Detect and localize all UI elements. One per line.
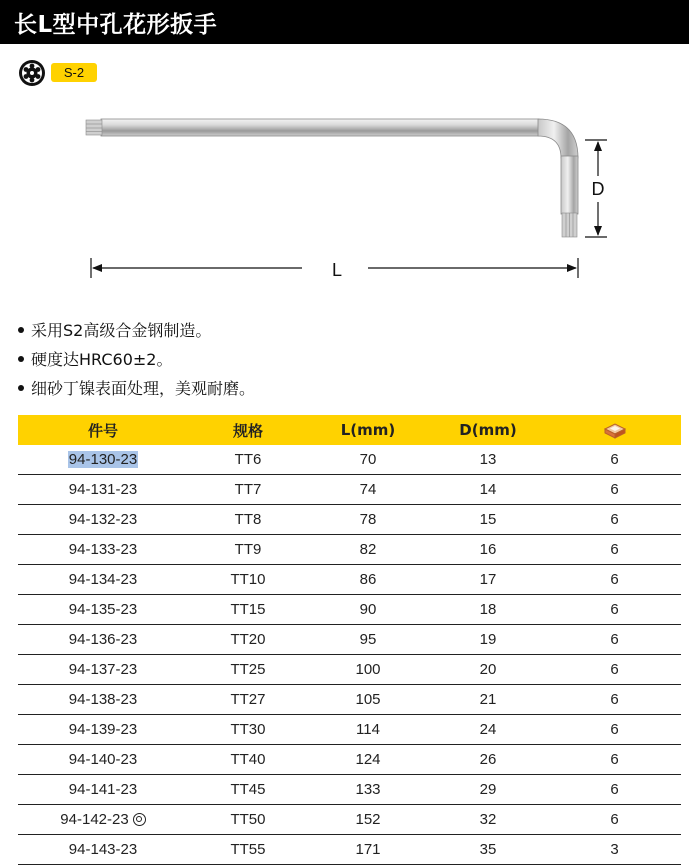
qty-cell: 6 <box>548 565 681 595</box>
part-number-cell: 94-137-23 <box>18 655 188 685</box>
page-title: 长L型中孔花形扳手 <box>14 12 218 38</box>
length-cell: 105 <box>308 685 428 715</box>
qty-cell: 6 <box>548 775 681 805</box>
depth-cell: 20 <box>428 655 548 685</box>
table-row <box>18 625 681 655</box>
qty-cell: 6 <box>548 475 681 505</box>
part-number-cell: 94-135-23 <box>18 595 188 625</box>
col-part-number: 件号 <box>18 415 188 445</box>
table-header-row <box>18 415 681 445</box>
part-number-cell: 94-138-23 <box>18 685 188 715</box>
table-row <box>18 475 681 505</box>
spec-cell: TT50 <box>188 805 308 835</box>
depth-cell: 26 <box>428 745 548 775</box>
qty-cell: 6 <box>548 715 681 745</box>
length-cell: 124 <box>308 745 428 775</box>
qty-cell: 6 <box>548 535 681 565</box>
material-badge: S-2 <box>51 63 97 82</box>
length-cell: 74 <box>308 475 428 505</box>
col-length: L(mm) <box>308 415 428 445</box>
table-row <box>18 655 681 685</box>
feature-list <box>18 316 255 403</box>
table-row <box>18 715 681 745</box>
spec-cell: TT20 <box>188 625 308 655</box>
spec-cell: TT30 <box>188 715 308 745</box>
spec-table <box>18 415 681 865</box>
part-number-cell: 94-132-23 <box>18 505 188 535</box>
feature-item: 硬度达HRC60±2。 <box>18 345 255 374</box>
depth-cell: 21 <box>428 685 548 715</box>
qty-cell: 6 <box>548 505 681 535</box>
col-qty <box>548 415 681 445</box>
depth-cell: 29 <box>428 775 548 805</box>
torx-icon <box>18 59 46 87</box>
depth-cell: 13 <box>428 445 548 475</box>
qty-cell: 6 <box>548 805 681 835</box>
qty-cell: 6 <box>548 625 681 655</box>
length-cell: 100 <box>308 655 428 685</box>
length-cell: 86 <box>308 565 428 595</box>
table-row <box>18 745 681 775</box>
table-row <box>18 565 681 595</box>
depth-cell: 14 <box>428 475 548 505</box>
length-cell: 152 <box>308 805 428 835</box>
spec-cell: TT8 <box>188 505 308 535</box>
wrench-diagram <box>0 100 689 300</box>
part-number-cell: 94-130-23 <box>18 445 188 475</box>
part-number-cell: 94-139-23 <box>18 715 188 745</box>
length-cell: 70 <box>308 445 428 475</box>
table-row <box>18 595 681 625</box>
bullet-icon <box>18 327 24 333</box>
table-row <box>18 685 681 715</box>
part-number-cell: 94-140-23 <box>18 745 188 775</box>
qty-cell: 6 <box>548 745 681 775</box>
spec-cell: TT6 <box>188 445 308 475</box>
col-depth: D(mm) <box>428 415 548 445</box>
qty-cell: 6 <box>548 445 681 475</box>
table-row <box>18 805 681 835</box>
part-number-cell: 94-141-23 <box>18 775 188 805</box>
table-row <box>18 835 681 865</box>
depth-cell: 17 <box>428 565 548 595</box>
spec-cell: TT7 <box>188 475 308 505</box>
part-number-cell: 94-134-23 <box>18 565 188 595</box>
depth-cell: 18 <box>428 595 548 625</box>
length-cell: 78 <box>308 505 428 535</box>
table-row <box>18 535 681 565</box>
depth-cell: 32 <box>428 805 548 835</box>
spec-cell: TT27 <box>188 685 308 715</box>
spec-cell: TT55 <box>188 835 308 865</box>
qty-cell: 3 <box>548 835 681 865</box>
length-cell: 82 <box>308 535 428 565</box>
depth-cell: 35 <box>428 835 548 865</box>
dimension-d-label: D <box>591 179 605 199</box>
length-cell: 171 <box>308 835 428 865</box>
spec-cell: TT15 <box>188 595 308 625</box>
bullet-icon <box>18 356 24 362</box>
spec-cell: TT9 <box>188 535 308 565</box>
spec-cell: TT40 <box>188 745 308 775</box>
length-cell: 114 <box>308 715 428 745</box>
depth-cell: 15 <box>428 505 548 535</box>
length-cell: 133 <box>308 775 428 805</box>
spec-cell: TT10 <box>188 565 308 595</box>
spec-cell: TT25 <box>188 655 308 685</box>
col-spec: 规格 <box>188 415 308 445</box>
part-number-cell: 94-133-23 <box>18 535 188 565</box>
part-number-cell: 94-142-23 <box>18 805 188 835</box>
box-icon <box>603 423 627 439</box>
part-number-cell: 94-131-23 <box>18 475 188 505</box>
part-number-cell: 94-136-23 <box>18 625 188 655</box>
depth-cell: 19 <box>428 625 548 655</box>
depth-cell: 16 <box>428 535 548 565</box>
depth-cell: 24 <box>428 715 548 745</box>
l-wrench-illustration <box>86 119 578 237</box>
ring-icon <box>133 813 146 826</box>
table-row <box>18 505 681 535</box>
qty-cell: 6 <box>548 685 681 715</box>
length-cell: 95 <box>308 625 428 655</box>
qty-cell: 6 <box>548 655 681 685</box>
title-bar <box>0 0 689 44</box>
feature-item: 采用S2高级合金钢制造。 <box>18 316 255 345</box>
spec-cell: TT45 <box>188 775 308 805</box>
table-row <box>18 445 681 475</box>
length-cell: 90 <box>308 595 428 625</box>
qty-cell: 6 <box>548 595 681 625</box>
table-row <box>18 775 681 805</box>
dimension-l-label: L <box>331 260 343 280</box>
part-number-cell: 94-143-23 <box>18 835 188 865</box>
bullet-icon <box>18 385 24 391</box>
feature-item: 细砂丁镍表面处理，美观耐磨。 <box>18 374 255 403</box>
